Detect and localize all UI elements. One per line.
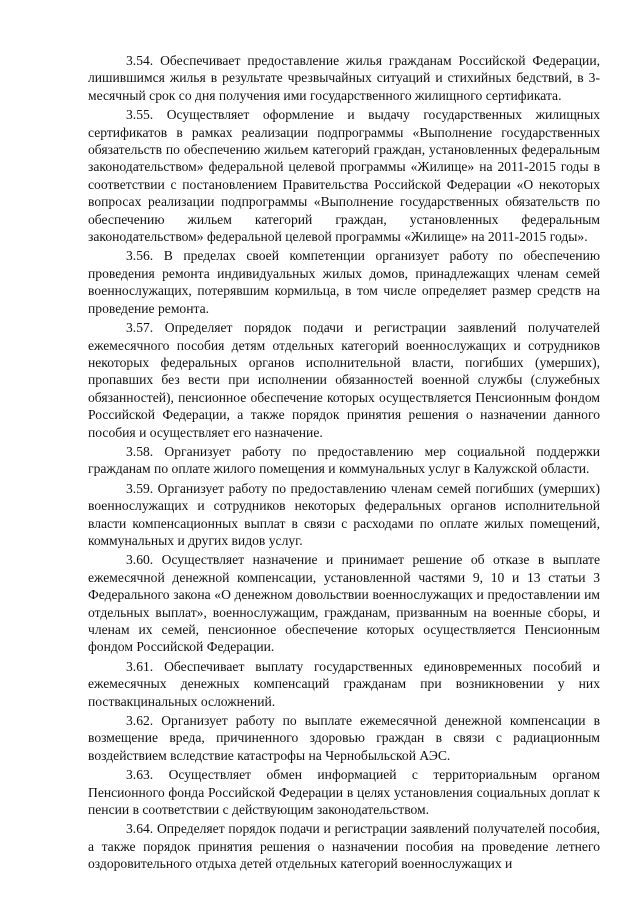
paragraph-3-57: 3.57. Определяет порядок подачи и регистрации заявлений получателей ежемесячного пособия детям отдельных категорий военнослужащих и сотрудников некоторых федеральных органов исполнительной власти, погибших (умерших), пропавших без вести при исполнении обязанностей военной службы (служебных обязанностей), пенсионное обеспечение которых осуществляется Пенсионным фондом Российской Федерации, а также порядок принятия решения о назначении данного пособия и осуществляет его назначение. [88,320,600,440]
paragraph-3-62: 3.62. Организует работу по выплате ежемесячной денежной компенсации в возмещение вреда, причиненного здоровью граждан в связи с радиационным воздействием вследствие катастрофы на Чернобыльской АЭС. [88,713,600,763]
paragraph-3-56: 3.56. В пределах своей компетенции организует работу по обеспечению проведения ремонта индивидуальных жилых домов, принадлежащих членам семей военнослужащих, потерявшим кормильца, в том числе определяет размер средств на проведение ремонта. [88,248,600,316]
document-page [88,52,600,875]
paragraph-3-63: 3.63. Осуществляет обмен информацией с территориальным органом Пенсионного фонда Российской Федерации в целях установления социальных доплат к пенсии в соответствии с действующим законодательством. [88,767,600,818]
paragraph-3-58: 3.58. Организует работу по предоставлению мер социальной поддержки гражданам по оплате жилого помещения и коммунальных услуг в Калужской области. [88,443,600,477]
paragraph-3-60: 3.60. Осуществляет назначение и принимает решение об отказе в выплате ежемесячной денежной компенсации, установленной частями 9, 10 и 13 статьи 3 Федерального закона «О денежном довольствии военнослужащих и предоставлении им отдельных выплат», военнослужащим, гражданам, призванным на военные сборы, и членам их семей, пенсионное обеспечение которых осуществляется Пенсионным фондом Российской Федерации. [88,552,600,655]
paragraph-3-64: 3.64. Определяет порядок подачи и регистрации заявлений получателей пособия, а также порядок принятия решения о назначении пособия на проведение летнего оздоровительного отдыха детей отдельных категорий военнослужащих и [88,821,600,872]
paragraph-3-61: 3.61. Обеспечивает выплату государственных единовременных пособий и ежемесячных денежных компенсаций гражданам при возникновении у них поствакцинальных осложнений. [88,658,600,709]
paragraph-3-59: 3.59. Организует работу по предоставлению членам семей погибших (умерших) военнослужащих и сотрудников некоторых федеральных органов исполнительной власти компенсационных выплат в связи с расходами по оплате жилых помещений, коммунальных и других видов услуг. [88,480,600,548]
paragraph-3-54: 3.54. Обеспечивает предоставление жилья гражданам Российской Федерации, лишившимся жилья в результате чрезвычайных ситуаций и стихийных бедствий, в 3-месячный срок со дня получения ими государственного жилищного сертификата. [88,53,600,103]
paragraph-3-55: 3.55. Осуществляет оформление и выдачу государственных жилищных сертификатов в рамках реализации подпрограммы «Выполнение государственных обязательств по обеспечению жильем категорий граждан, установленных федеральным законодательством» федеральной целевой программы «Жилище» на 2011-2015 годы в соответствии с постановлением Правительства Российской Федерации «О некоторых вопросах реализации подпрограммы «Выполнение государственных обязательств по обеспечению жильем категорий граждан, установленных федеральным законодательством» федеральной целевой программы «Жилище» на 2011-2015 годы». [88,107,600,245]
